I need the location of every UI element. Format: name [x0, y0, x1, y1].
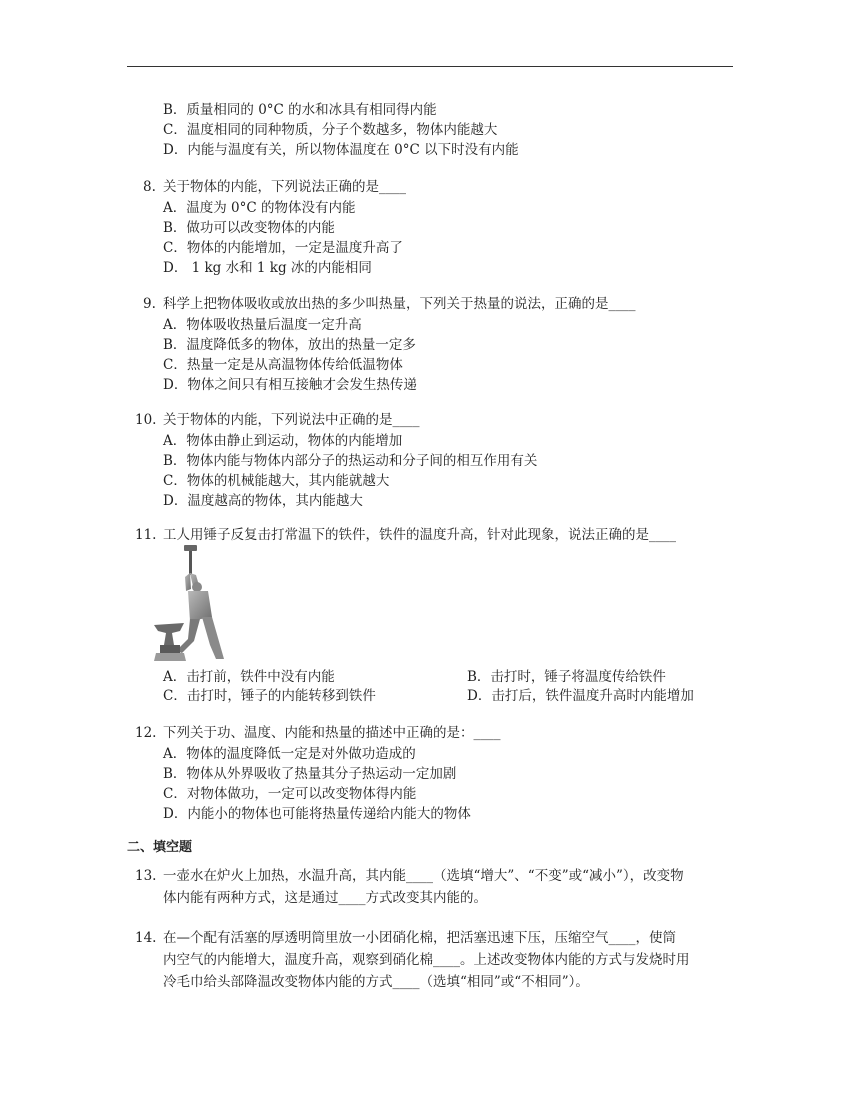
option-c: C．物体的机械能越大，其内能就越大 [163, 473, 390, 489]
question-text: 工人用锤子反复击打常温下的铁件，铁件的温度升高，针对此现象，说法正确的是____ [163, 527, 676, 543]
option-d: D．内能与温度有关，所以物体温度在 0°C 以下时没有内能 [163, 142, 519, 158]
option-a: A．物体由静止到运动，物体的内能增加 [163, 433, 403, 449]
section-heading: 二、填空题 [127, 840, 193, 855]
question-number: 14. [135, 930, 157, 946]
option-a: A．击打前，铁件中没有内能 [163, 669, 335, 685]
question-line: 体内能有两种方式，这是通过____方式改变其内能的。 [163, 890, 487, 906]
question-text: 科学上把物体吸收或放出热的多少叫热量，下列关于热量的说法，正确的是____ [163, 296, 636, 312]
question-line: 内空气的内能增大，温度升高，观察到硝化棉____。上述改变物体内能的方式与发烧时用 [163, 952, 690, 968]
header-rule [127, 66, 733, 67]
question-number: 13. [135, 868, 157, 884]
option-a: A．物体吸收热量后温度一定升高 [163, 317, 362, 333]
option-b: B．做功可以改变物体的内能 [163, 220, 335, 236]
option-b: B．质量相同的 0°C 的水和冰具有相同得内能 [163, 102, 437, 118]
option-b: B．物体内能与物体内部分子的热运动和分子间的相互作用有关 [163, 453, 538, 469]
option-d: D．温度越高的物体，其内能越大 [163, 493, 363, 509]
question-line: 在—个配有活塞的厚透明筒里放一小团硝化棉，把活塞迅速下压，压缩空气____，使筒 [163, 930, 676, 946]
question-number: 12. [135, 725, 157, 741]
question-text: 下列关于功、温度、内能和热量的描述中正确的是：____ [163, 725, 501, 741]
option-a: A．温度为 0°C 的物体没有内能 [163, 200, 356, 216]
question-number: 10. [135, 412, 157, 428]
option-d: D．内能小的物体也可能将热量传递给内能大的物体 [163, 806, 471, 822]
question-text: 关于物体的内能，下列说法中正确的是____ [163, 412, 420, 428]
option-c: C．击打时，锤子的内能转移到铁件 [163, 688, 376, 704]
question-line: 一壶水在炉火上加热，水温升高，其内能____（选填“增大”、“不变”或“减小”），改变物 [163, 868, 684, 884]
option-d: D． 1 kg 水和 1 kg 冰的内能相同 [163, 260, 372, 276]
option-b: B．温度降低多的物体，放出的热量一定多 [163, 337, 416, 353]
question-number: 9. [143, 296, 156, 312]
option-d: D．物体之间只有相互接触才会发生热传递 [163, 377, 417, 393]
question-number: 11. [135, 527, 157, 543]
option-c: C．热量一定是从高温物体传给低温物体 [163, 357, 403, 373]
option-a: A．物体的温度降低一定是对外做功造成的 [163, 746, 416, 762]
question-number: 8. [143, 179, 156, 195]
blacksmith-statue-icon [150, 545, 230, 665]
option-c: C．温度相同的同种物质，分子个数越多，物体内能越大 [163, 122, 498, 138]
option-d: D．击打后，铁件温度升高时内能增加 [467, 688, 694, 704]
question-text: 关于物体的内能，下列说法正确的是____ [163, 179, 406, 195]
option-b: B．物体从外界吸收了热量其分子热运动一定加剧 [163, 766, 457, 782]
option-b: B．击打时，锤子将温度传给铁件 [467, 669, 666, 685]
question-line: 冷毛巾给头部降温改变物体内能的方式____（选填“相同”或“不相同”）。 [163, 974, 589, 990]
option-c: C．对物体做功，一定可以改变物体得内能 [163, 786, 417, 802]
option-c: C．物体的内能增加，一定是温度升高了 [163, 240, 403, 256]
